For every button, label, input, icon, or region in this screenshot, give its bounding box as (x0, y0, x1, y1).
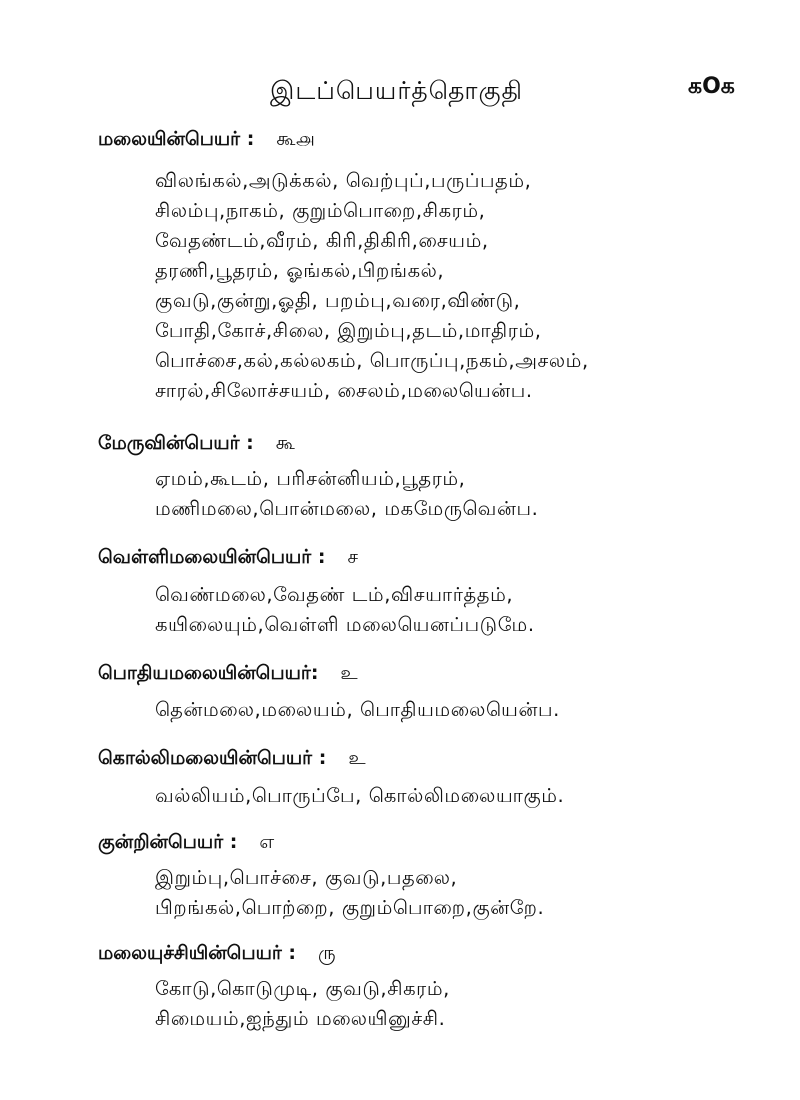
verse-line: சாரல்,சிலோச்சயம், சைலம்,மலையென்ப. (155, 379, 533, 402)
entry-count: உ (340, 662, 358, 684)
heading-text: குன்றின்பெயர் : (98, 831, 238, 853)
verse-line: வேதண்டம்,வீரம், கிரி,திகிரி,சையம், (155, 229, 489, 252)
verse-line: இறும்பு,பொச்சை, குவடு,பதலை, (155, 866, 458, 889)
section-heading (98, 128, 314, 153)
verse-line: கயிலையும்,வெள்ளி மலையெனப்படுமே. (155, 612, 535, 636)
entry-count: கூ (275, 432, 295, 454)
section-heading (98, 546, 358, 571)
running-title: இடப்பெயர்த்தொகுதி (270, 76, 524, 105)
section-heading (98, 942, 336, 967)
verse-line: சிமையம்,ஐந்தும் மலையினுச்சி. (155, 1006, 446, 1030)
verse-line: மணிமலை,பொன்மலை, மகமேருவென்ப. (155, 496, 539, 520)
heading-text: வெள்ளிமலையின்பெயர் : (98, 546, 326, 568)
verse-line: சிலம்பு,நாகம், குறும்பொறை,சிகரம், (155, 199, 486, 222)
verse-line: போதி,கோச்,சிலை, இறும்பு,தடம்,மாதிரம், (155, 319, 542, 342)
verse-line: வெண்மலை,வேதண் டம்,விசயார்த்தம், (155, 583, 514, 606)
entry-count: கூ௮ (276, 128, 315, 150)
verse-block (155, 863, 715, 922)
heading-text: மலையுச்சியின்பெயர் : (98, 942, 297, 964)
verse-block (155, 464, 715, 523)
verse-line: கோடு,கொடுமுடி, குவடு,சிகரம், (155, 977, 450, 1000)
verse-line: தரணி,பூதரம், ஓங்கல்,பிறங்கல், (155, 259, 445, 282)
verse-line: தென்மலை,மலையம், பொதியமலையென்ப. (155, 698, 560, 721)
verse-line: வல்லியம்,பொருப்பே, கொல்லிமலையாகும். (155, 784, 565, 807)
verse-block (155, 166, 715, 406)
verse-block (155, 580, 715, 639)
entry-count: ரு (318, 942, 336, 964)
verse-block (155, 781, 715, 811)
section-heading (98, 831, 274, 856)
section-heading (98, 662, 358, 687)
verse-line: பொச்சை,கல்,கல்லகம், பொருப்பு,நகம்,அசலம், (155, 349, 589, 372)
section-heading (98, 747, 366, 772)
verse-line: குவடு,குன்று,ஓதி, பறம்பு,வரை,விண்டு, (155, 289, 521, 312)
heading-text: கொல்லிமலையின்பெயர் : (98, 747, 327, 769)
heading-text: மலையின்பெயர் : (98, 128, 255, 150)
verse-line: ஏமம்,கூடம், பரிசன்னியம்,பூதரம், (155, 467, 466, 490)
verse-line: விலங்கல்,அடுக்கல், வெற்புப்,பருப்பதம், (155, 169, 532, 192)
verse-line: பிறங்கல்,பொற்றை, குறும்பொறை,குன்றே. (155, 895, 545, 919)
section-heading (98, 432, 295, 457)
entry-count: ச (347, 546, 358, 568)
entry-count: உ (348, 747, 366, 769)
heading-text: பொதியமலையின்பெயர்: (98, 662, 319, 684)
page-number: கOக (688, 74, 735, 99)
heading-text: மேருவின்பெயர் : (98, 432, 254, 454)
verse-block (155, 974, 715, 1033)
entry-count: எ (259, 831, 275, 853)
verse-block (155, 695, 715, 725)
